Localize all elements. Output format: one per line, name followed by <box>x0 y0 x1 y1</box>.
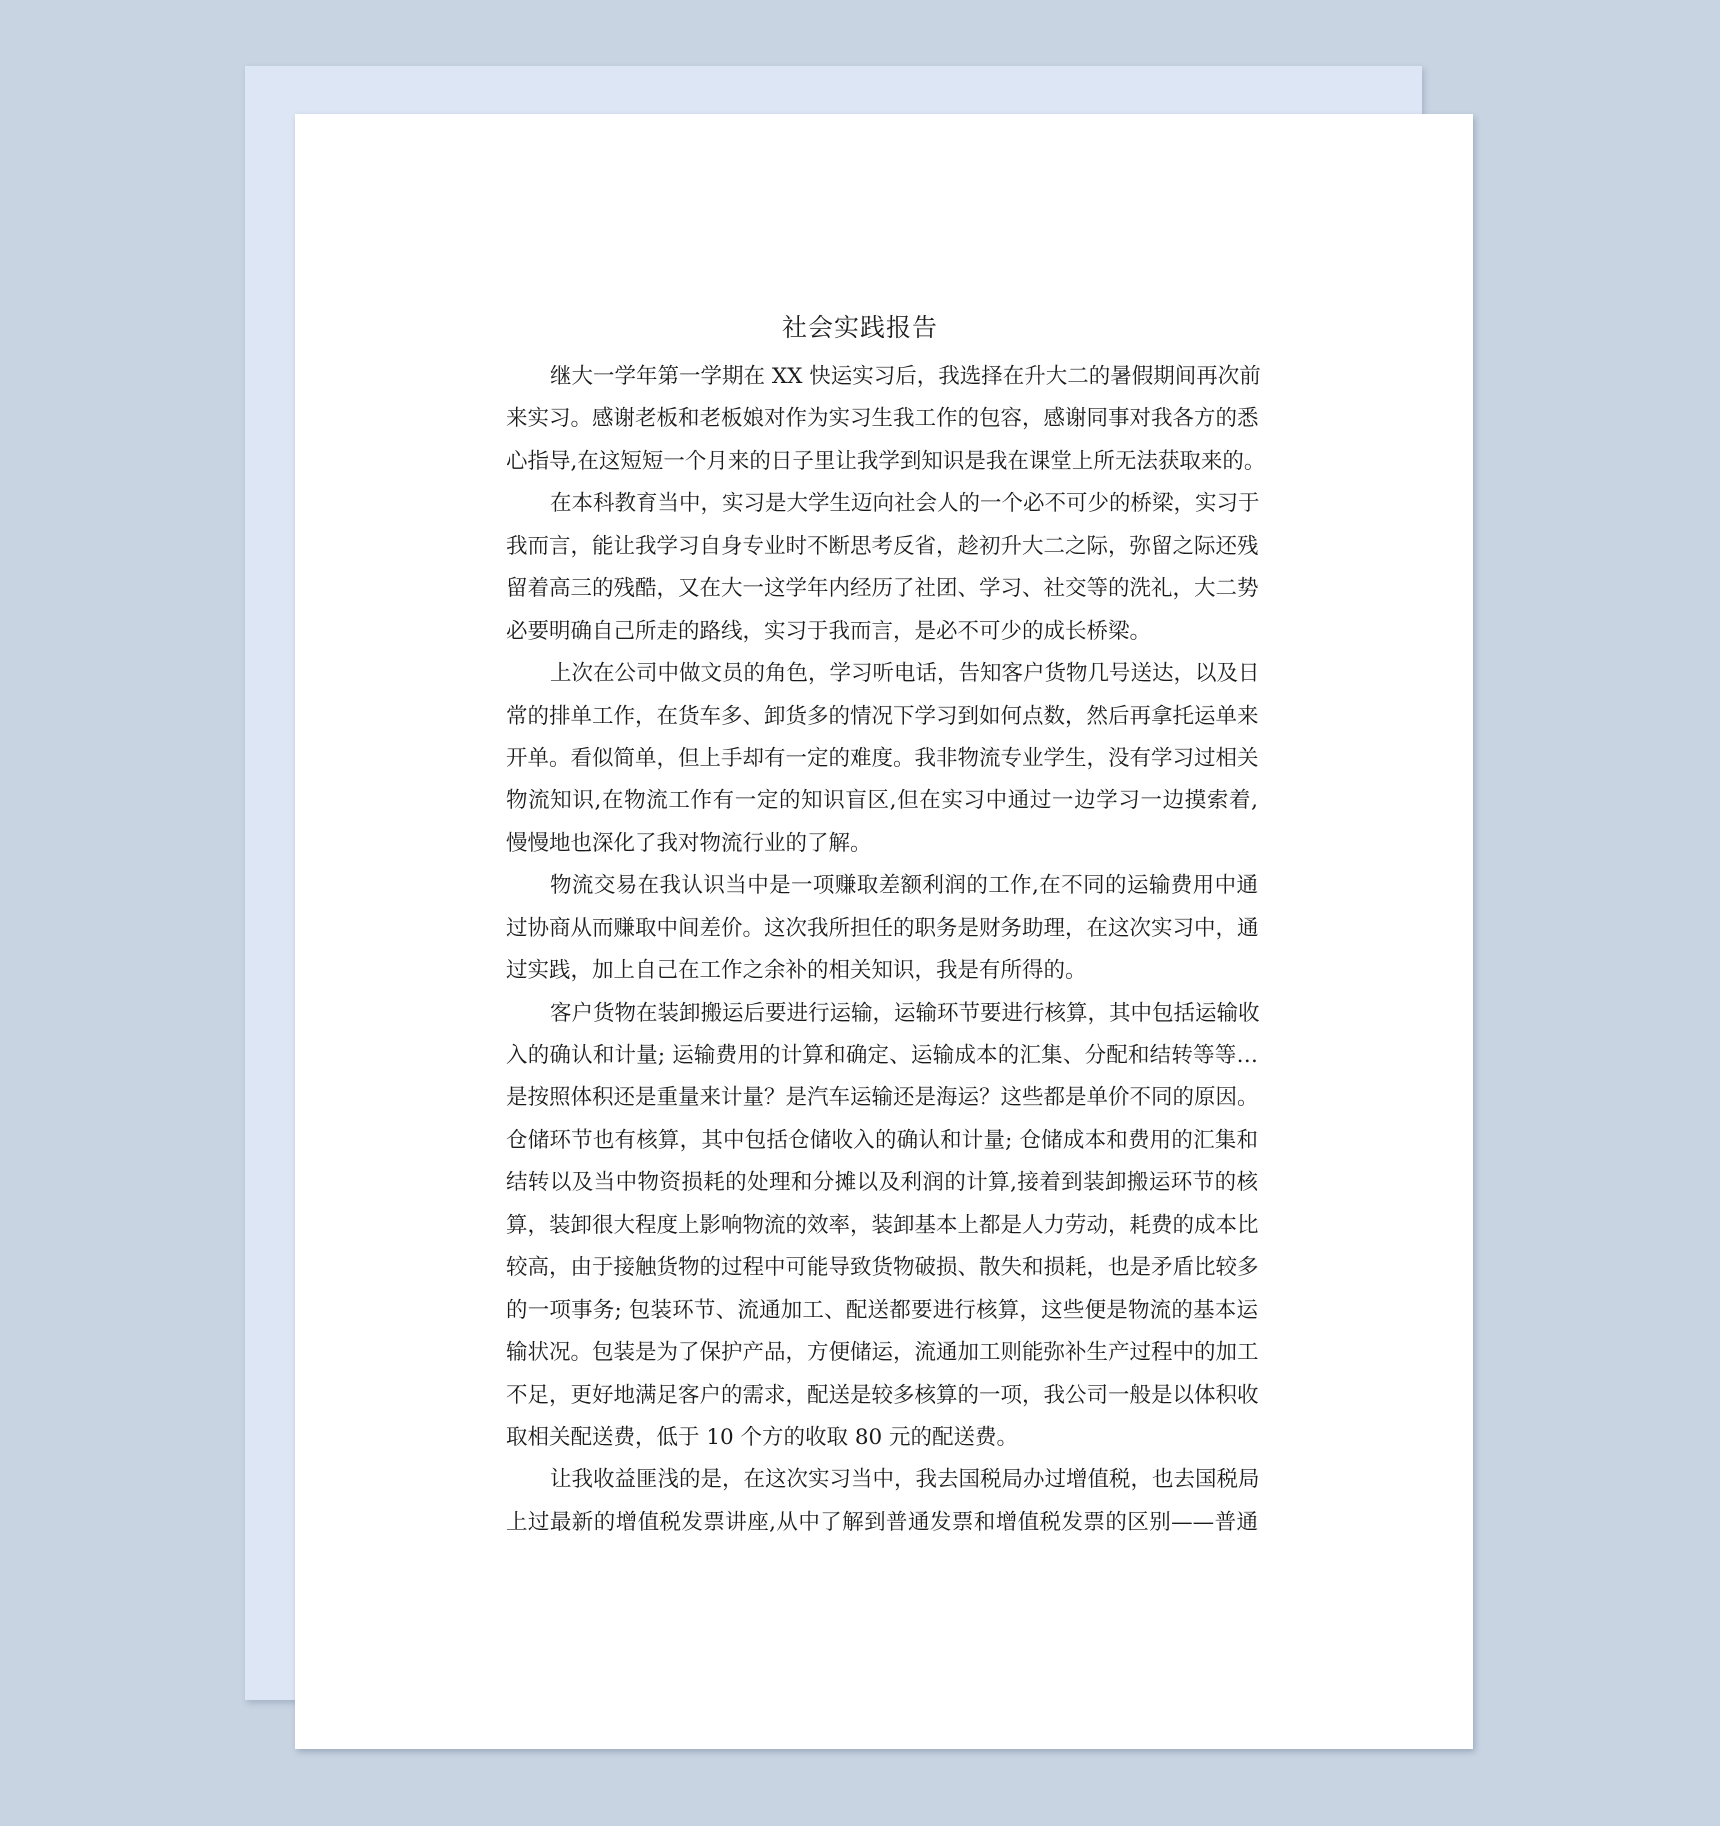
text-line: 上次在公司中做文员的角色，学习听电话，告知客户货物几号送达，以及日 <box>550 661 1260 687</box>
document-body <box>506 356 1266 1544</box>
text-line: 是按照体积还是重量来计量？是汽车运输还是海运？这些都是单价不同的原因。 <box>506 1085 1259 1111</box>
text-line: 心指导,在这短短一个月来的日子里让我学到知识是我在课堂上所无法获取来的。 <box>506 448 1266 474</box>
text-line: 较高，由于接触货物的过程中可能导致货物破损、散失和损耗，也是矛盾比较多 <box>506 1255 1259 1281</box>
text-line: 继大一学年第一学期在 XX 快运实习后，我选择在升大二的暑假期间再次前 <box>550 364 1261 389</box>
text-line: 常的排单工作，在货车多、卸货多的情况下学习到如何点数，然后再拿托运单来 <box>506 703 1259 729</box>
document-title: 社会实践报告 <box>781 313 938 342</box>
text-line: 上过最新的增值税发票讲座,从中了解到普通发票和增值税发票的区别——普通 <box>506 1509 1258 1535</box>
paragraph <box>506 483 1258 653</box>
text-line: 过实践，加上自己在工作之余补的相关知识，我是有所得的。 <box>506 958 1087 984</box>
text-line: 开单。看似简单，但上手却有一定的难度。我非物流专业学生，没有学习过相关 <box>506 745 1259 771</box>
text-line: 必要明确自己所走的路线，实习于我而言，是必不可少的成长桥梁。 <box>506 618 1152 644</box>
text-line: 慢慢地也深化了我对物流行业的了解。 <box>506 830 872 856</box>
text-line: 我而言，能让我学习自身专业时不断思考反省，趁初升大二之际，弥留之际还残 <box>506 533 1259 559</box>
text-line: 不足，更好地满足客户的需求，配送是较多核算的一项，我公司一般是以体积收 <box>506 1382 1259 1408</box>
text-line: 客户货物在装卸搬运后要进行运输，运输环节要进行核算，其中包括运输收 <box>550 1000 1260 1026</box>
paragraph <box>506 653 1258 865</box>
paragraph <box>506 865 1258 992</box>
text-line: 物流知识,在物流工作有一定的知识盲区,但在实习中通过一边学习一边摸索着, <box>506 788 1258 814</box>
paragraph <box>506 993 1258 1460</box>
text-line: 来实习。感谢老板和老板娘对作为实习生我工作的包容，感谢同事对我各方的悉 <box>506 406 1259 432</box>
text-line: 取相关配送费，低于 10 个方的收取 80 元的配送费。 <box>506 1424 1019 1450</box>
text-line: 的一项事务; 包装环节、流通加工、配送都要进行核算，这些便是物流的基本运 <box>506 1297 1258 1323</box>
text-line: 让我收益匪浅的是，在这次实习当中，我去国税局办过增值税，也去国税局 <box>550 1467 1260 1493</box>
text-line: 过协商从而赚取中间差价。这次我所担任的职务是财务助理，在这次实习中，通 <box>506 915 1259 941</box>
paragraph <box>506 1459 1258 1544</box>
text-line: 仓储环节也有核算，其中包括仓储收入的确认和计量; 仓储成本和费用的汇集和 <box>506 1127 1258 1153</box>
text-line: 输状况。包装是为了保护产品，方便储运，流通加工则能弥补生产过程中的加工 <box>506 1340 1259 1366</box>
paragraph <box>506 356 1266 483</box>
text-line: 算，装卸很大程度上影响物流的效率，装卸基本上都是人力劳动，耗费的成本比 <box>506 1212 1259 1238</box>
text-line: 留着高三的残酷，又在大一这学年内经历了社团、学习、社交等的洗礼，大二势 <box>506 576 1259 602</box>
text-line: 入的确认和计量; 运输费用的计算和确定、运输成本的汇集、分配和结转等等… <box>506 1043 1258 1068</box>
text-line: 在本科教育当中，实习是大学生迈向社会人的一个必不可少的桥梁，实习于 <box>550 491 1260 517</box>
text-line: 结转以及当中物资损耗的处理和分摊以及利润的计算,接着到装卸搬运环节的核 <box>506 1170 1258 1196</box>
text-line: 物流交易在我认识当中是一项赚取差额利润的工作,在不同的运输费用中通 <box>550 873 1258 899</box>
